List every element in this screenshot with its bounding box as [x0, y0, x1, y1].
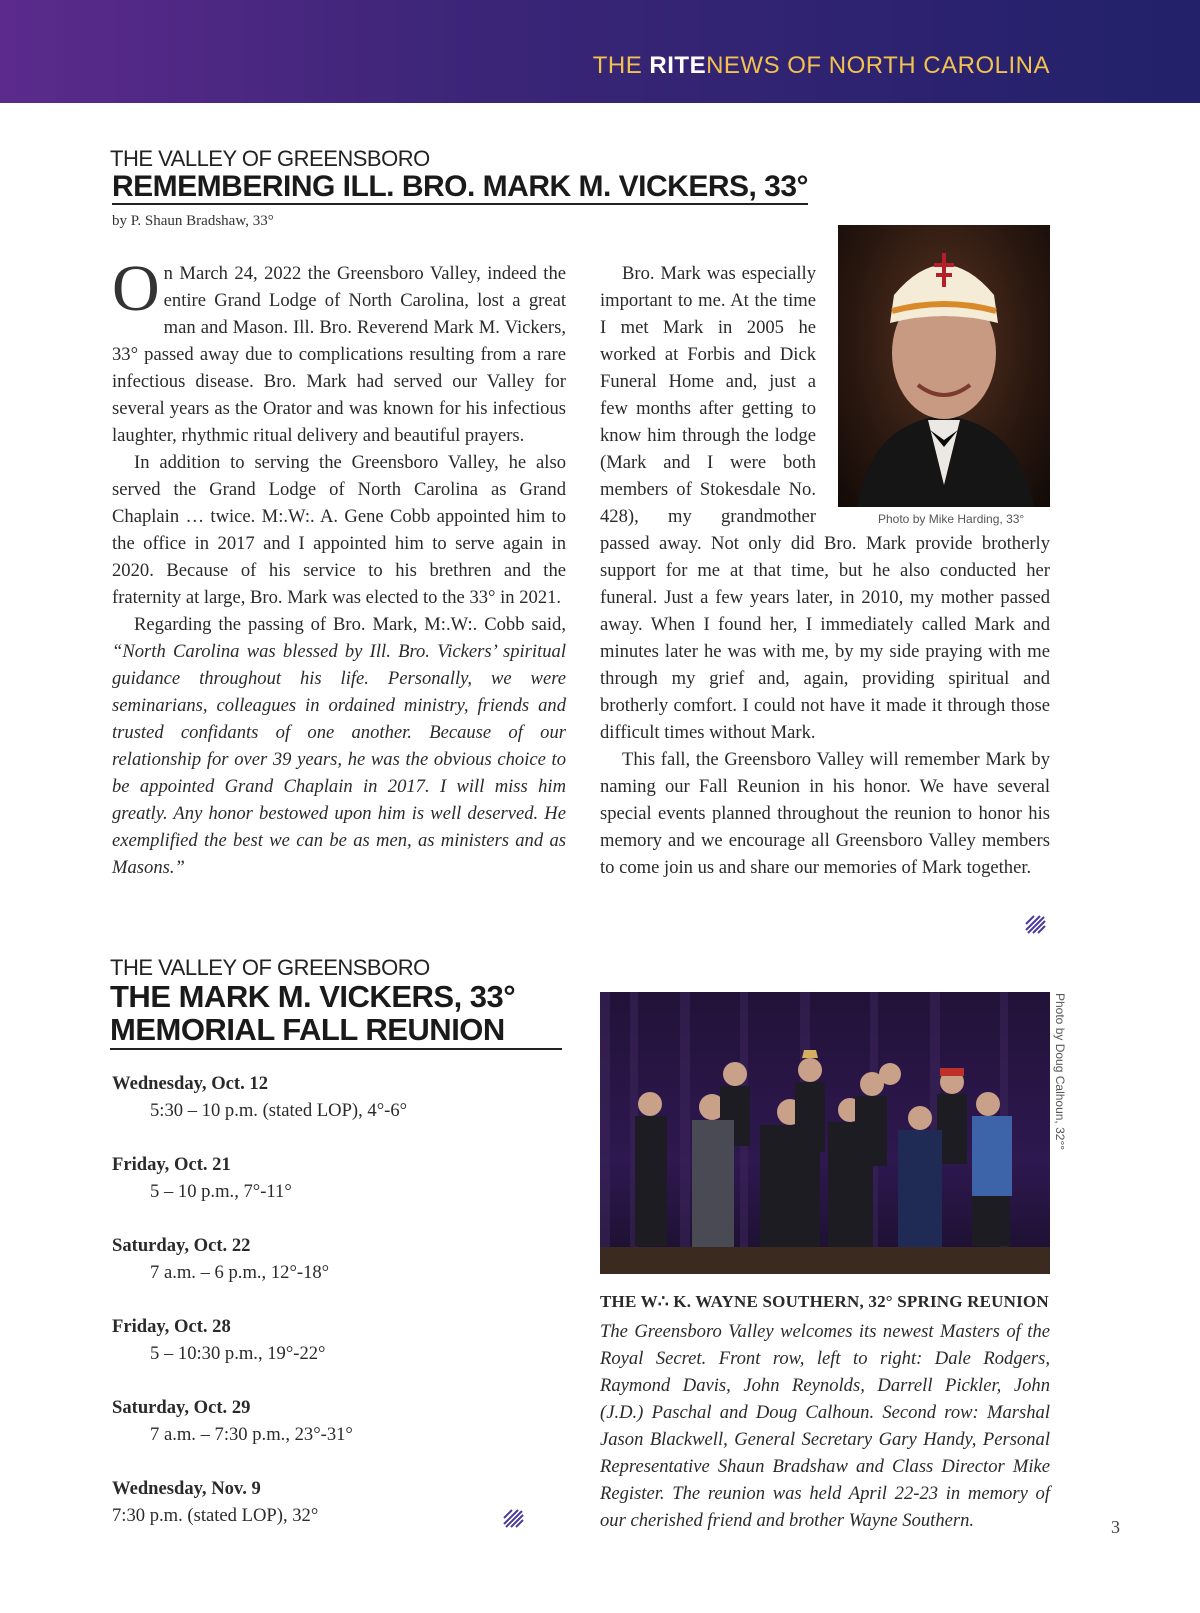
- schedule-time: 7:30 p.m. (stated LOP), 32°: [112, 1505, 319, 1526]
- schedule-day: Wednesday, Oct. 12: [112, 1073, 268, 1094]
- page-number: 3: [1111, 1517, 1120, 1537]
- article2-headline: [110, 980, 562, 1050]
- header-banner: [0, 0, 1200, 103]
- group-photo-credit: Photo by Doug Calhoun, 32°°: [1053, 993, 1067, 1151]
- paragraph-3: Regarding the passing of Bro. Mark, M:.W:. Cobb said, “North Carolina was blessed by Ill. Bro. Vickers’ spiritual guidance throughout his life. Personally, we were seminarians, colleagues in ordained ministry, friends and trusted confidants of one another. Because of our relationship for over 39 years, he was the obvious choice to be appointed Grand Chaplain in 2017. I will miss him greatly. Any honor bestowed upon him is well deserved. He exemplified the best we can be as men, as ministers and as Masons.”: [112, 614, 566, 878]
- schedule-day: Friday, Oct. 21: [112, 1154, 231, 1175]
- drop-cap: O: [112, 252, 160, 325]
- end-mark-icon: [1024, 914, 1046, 934]
- schedule-day: Saturday, Oct. 29: [112, 1397, 251, 1418]
- schedule-day: Wednesday, Nov. 9: [112, 1478, 261, 1499]
- paragraph-2: In addition to serving the Greensboro Valley, he also served the Grand Lodge of North Carolina as Grand Chaplain … twice. M:.W:. A. Gene Cobb appointed him to the office in 2017 and I appointed him to serve again in 2020. Because of his service to his brethren and the fraternity at large, Bro. Mark was elected to the 33° in 2021.: [112, 452, 566, 608]
- byline: by P. Shaun Bradshaw, 33°: [112, 213, 274, 229]
- article1-left-column: [112, 252, 566, 881]
- cobb-quote: “North Carolina was blessed by Ill. Bro. Vickers’ spiritual guidance throughout his life. Personally, we were seminarians, colleagues in ordained ministry, friends and trusted confidants of one another. Because of our relationship for over 39 years, he was the obvious choice to be appointed Grand Chaplain in 2017. I will miss him greatly. Any honor bestowed upon him is well deserved. He exemplified the best we can be as men, as ministers and as Masons.”: [112, 641, 566, 878]
- schedule-time: 7 a.m. – 6 p.m., 12°-18°: [150, 1262, 330, 1283]
- article2-headline-line1: THE MARK M. VICKERS, 33°: [110, 979, 516, 1014]
- group-photo: [600, 992, 1050, 1274]
- article2-kicker: THE VALLEY OF GREENSBORO: [110, 955, 430, 980]
- paragraph-4: Bro. Mark was especially important to me. At the time I met Mark in 2005 he worked at Forbis and Dick Funeral Home and, just a few months after getting to know him through the lodge (Mark and I were both members of Stokesdale No. 428), my grandmother passed away. Not only did Bro. Mark provide brotherly support for me at that time, but he also conducted her funeral. Just a few years later, in 2010, my mother passed away. When I found her, I immediately called Mark and minutes later he was with me, by my side praying with me through my grief and, again, providing spiritual and brotherly comfort. I could not have it made it through those difficult times without Mark.: [600, 263, 1050, 743]
- group-photo-title: THE W∴ K. WAYNE SOUTHERN, 32° SPRING REUNION: [600, 1292, 1049, 1311]
- schedule-time: 5 – 10:30 p.m., 19°-22°: [150, 1343, 326, 1364]
- paragraph-5: This fall, the Greensboro Valley will remember Mark by naming our Fall Reunion in his honor. We have several special events planned throughout the reunion to honor his memory and we encourage all Greensboro Valley members to come join us and share our memories of Mark together.: [600, 749, 1050, 878]
- portrait-photo: [838, 225, 1050, 507]
- article1-headline: [112, 170, 808, 204]
- portrait-credit: Photo by Mike Harding, 33°: [878, 512, 1025, 526]
- article1-headline-text: REMEMBERING ILL. BRO. MARK M. VICKERS, 33°: [112, 170, 809, 203]
- reunion-schedule: [112, 1070, 562, 1529]
- publication-title: THE RITENEWS OF NORTH CAROLINA: [592, 52, 1050, 79]
- end-mark-icon: [502, 1508, 524, 1528]
- article2-headline-line2: MEMORIAL FALL REUNION: [110, 1012, 505, 1047]
- group-illustration: [600, 992, 1050, 1274]
- group-photo-caption: The Greensboro Valley welcomes its newest Masters of the Royal Secret. Front row, left to right: Dale Rodgers, Raymond Davis, John Reynolds, Darrell Pickler, John (J.D.) Paschal and Doug Calhoun. Second row: Marshal Jason Blackwell, General Secretary Gary Handy, Personal Representative Shaun Bradshaw and Class Director Mike Register. The reunion was held April 22-23 in memory of our cherished friend and brother Wayne Southern.: [600, 1321, 1050, 1531]
- portrait-illustration: [838, 225, 1050, 507]
- schedule-day: Friday, Oct. 28: [112, 1316, 231, 1337]
- schedule-time: 7 a.m. – 7:30 p.m., 23°-31°: [150, 1424, 353, 1445]
- article1-kicker: THE VALLEY OF GREENSBORO: [110, 146, 430, 171]
- schedule-time: 5:30 – 10 p.m. (stated LOP), 4°-6°: [150, 1100, 408, 1121]
- schedule-day: Saturday, Oct. 22: [112, 1235, 251, 1256]
- paragraph-1: On March 24, 2022 the Greensboro Valley, indeed the entire Grand Lodge of North Carolina, lost a great man and Mason. Ill. Bro. Reverend Mark M. Vickers, 33° passed away due to complications resulting from a rare infectious disease. Bro. Mark had served our Valley for several years as the Orator and was known for his infectious laughter, rhythmic ritual delivery and beautiful prayers.: [112, 252, 566, 446]
- schedule-time: 5 – 10 p.m., 7°-11°: [150, 1181, 292, 1202]
